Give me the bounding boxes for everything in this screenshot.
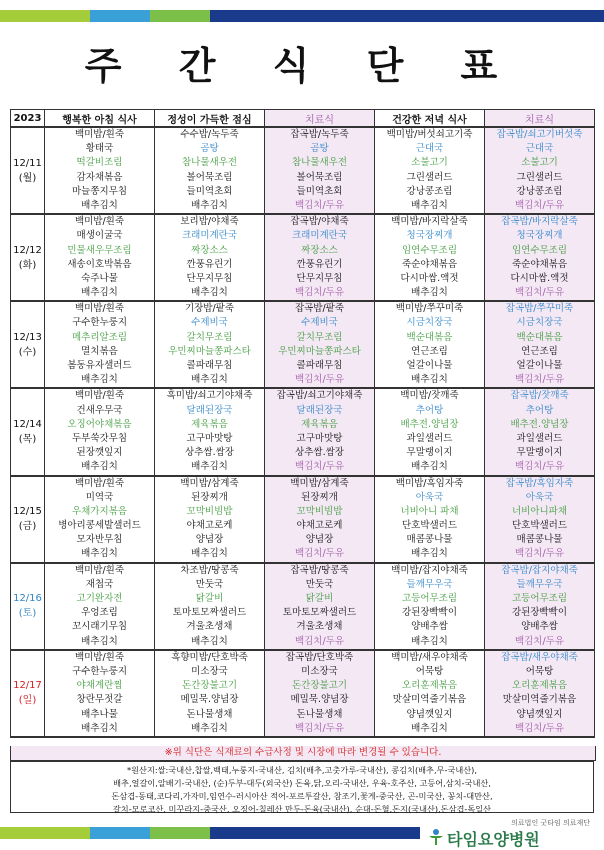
weekday-label: (금) xyxy=(18,521,37,533)
menu-item: 참나물새우전 xyxy=(291,157,348,169)
menu-item: 크래미계란국 xyxy=(181,230,238,242)
date-label: 12/14 xyxy=(13,418,42,430)
menu-item: 백김치/두유 xyxy=(514,374,565,386)
menu-item: 떡갈비조림 xyxy=(76,157,123,169)
menu-item: 깐풍유린기 xyxy=(296,258,343,270)
menu-item: 배추김치 xyxy=(191,287,228,299)
menu-item: 백미밥/흰죽 xyxy=(74,303,125,315)
menu-item: 죽순야채볶음 xyxy=(511,258,568,270)
therapy-dinner-cell xyxy=(485,127,595,214)
date-label: 12/12 xyxy=(13,244,42,256)
menu-item: 잡곡밥/팥죽 xyxy=(294,303,345,315)
menu-item: 백미밥/흰죽 xyxy=(74,216,125,228)
menu-item: 오징어야채볶음 xyxy=(67,418,132,430)
menu-item: 만둣국 xyxy=(195,578,224,590)
lunch-header: 정성이 가득한 점심 xyxy=(155,110,265,128)
menu-item: 잡곡밥/야채죽 xyxy=(290,216,349,228)
menu-item: 배추김치 xyxy=(411,461,448,473)
menu-item: 우엉조림 xyxy=(81,607,118,619)
menu-item: 수수밥/녹두죽 xyxy=(180,129,239,140)
menu-item: 양념장 xyxy=(305,534,334,546)
menu-item: 맛살미역줄기볶음 xyxy=(502,694,577,706)
day-row xyxy=(11,563,595,650)
menu-item: 고구마맛탕 xyxy=(186,432,233,444)
breakfast-header: 행복한 아침 식사 xyxy=(45,110,155,128)
menu-item: 소불고기 xyxy=(411,157,448,169)
menu-item: 양념깻잎지 xyxy=(516,708,563,720)
menu-item: 멸치볶음 xyxy=(81,345,118,357)
menu-item: 잡곡밥/쇠고기버섯죽 xyxy=(496,129,583,140)
lunch-cell xyxy=(155,301,265,388)
lunch-cell xyxy=(155,563,265,650)
origin-line: 돈삼겹-동태,코다리,가자미,임연수-러시아산 적어-포르투갈산, 참조기,꽃게-중국산, 곤-미국산, 꽁치-대만산, xyxy=(111,791,493,801)
therapy-lunch-cell xyxy=(265,301,375,388)
therapy-dinner-cell xyxy=(485,563,595,650)
menu-item: 참나물새우전 xyxy=(181,157,238,169)
menu-item: 백미밥/흑임자죽 xyxy=(395,477,464,489)
origin-line: 배추,얼갈이,알배기-국내산, (순)두부-대두(외국산) 돈육,닭,오리-국내산, 우육-호주산, 고등어,삼치-국내산, xyxy=(113,778,491,788)
menu-item: 들깨무우국 xyxy=(406,578,453,590)
menu-item: 배추전.양념장 xyxy=(510,418,569,430)
menu-item: 우민찌마늘쫑파스타 xyxy=(168,345,251,357)
menu-item: 꼬막비빔밥 xyxy=(186,505,233,517)
menu-item: 백김치/두유 xyxy=(514,287,565,299)
menu-item: 겨울초생채 xyxy=(186,621,233,633)
date-label: 12/15 xyxy=(13,506,42,518)
menu-item: 강낭콩조림 xyxy=(516,185,563,197)
dinner-cell xyxy=(375,650,485,737)
menu-item: 청국장찌개 xyxy=(516,230,563,242)
menu-item: 죽순야채볶음 xyxy=(401,258,458,270)
origin-line: *원산지:쌀:국내산,찹쌀,백태,누룽지-국내산, 김치(배추,고춧가루-국내산), 콩김치(배추,무-국내산), xyxy=(127,765,477,775)
menu-item: 다시마쌈.액젓 xyxy=(510,272,569,284)
menu-item: 만둣국 xyxy=(305,578,334,590)
therapy-dinner-cell xyxy=(485,650,595,737)
menu-item: 그린샐러드 xyxy=(516,171,563,183)
menu-item: 돈간장불고기 xyxy=(291,680,348,692)
menu-item: 꼬막비빔밥 xyxy=(296,505,343,517)
menu-item: 상추쌈.쌈장 xyxy=(295,447,344,459)
lunch-cell xyxy=(155,650,265,737)
menu-item: 얼갈이나물 xyxy=(406,360,453,371)
menu-item: 미소장국 xyxy=(301,665,338,677)
date-cell xyxy=(11,127,45,214)
top-stripe xyxy=(0,10,604,22)
menu-item: 돈간장불고기 xyxy=(181,680,238,692)
menu-item: 짜장소스 xyxy=(191,244,228,256)
hospital-subtitle: 의료법인 굿타임 의료재단 xyxy=(511,819,590,827)
menu-item: 백순대볶음 xyxy=(516,331,563,343)
date-cell xyxy=(11,650,45,737)
day-row xyxy=(11,127,595,214)
menu-item: 임연수무조림 xyxy=(401,244,458,256)
menu-item: 백김치/두유 xyxy=(294,374,345,386)
menu-item: 수제비국 xyxy=(191,317,228,329)
hospital-logo-icon xyxy=(427,828,445,846)
origin-line: 갈치-모로코산, 미꾸라지-중국산, 오징어-칠레산 만두-돈육(국내산), 순대-돈혈,돈지(국내산),돈삼겹-독일산 xyxy=(112,804,492,814)
therapy-lunch-header: 치료식 xyxy=(265,110,375,128)
date-cell xyxy=(11,563,45,650)
menu-item: 백김치/두유 xyxy=(294,461,345,473)
notice: ※위 식단은 식재료의 수급사정 및 시장에 따라 변경될 수 있습니다. xyxy=(10,746,596,761)
menu-item: 갈치무조림 xyxy=(296,331,343,343)
therapy-dinner-cell xyxy=(485,388,595,475)
therapy-lunch-cell xyxy=(265,476,375,563)
menu-item: 배추김치 xyxy=(191,199,228,211)
menu-item: 너비아니 파채 xyxy=(400,505,459,517)
menu-item: 황태국 xyxy=(85,143,114,155)
menu-item: 볼어묵조림 xyxy=(296,171,343,183)
menu-item: 기장밥/팥죽 xyxy=(184,303,235,315)
menu-item: 얼갈이나물 xyxy=(516,360,563,371)
menu-item: 백미밥/흰죽 xyxy=(74,564,125,576)
menu-item: 된장찌개 xyxy=(301,491,338,503)
menu-item: 토마토모짜샐러드 xyxy=(172,607,247,619)
date-cell xyxy=(11,301,45,388)
menu-item: 백미밥/삼계죽 xyxy=(290,477,349,489)
menu-item: 잡곡밥/잡지야채죽 xyxy=(501,564,578,576)
menu-item: 배추김치 xyxy=(411,548,448,560)
menu-item: 재첩국 xyxy=(85,578,114,590)
menu-item: 백김치/두유 xyxy=(294,199,345,211)
menu-item: 야채고로케 xyxy=(296,520,343,532)
menu-item: 백미밥/흰죽 xyxy=(74,129,125,140)
menu-item: 꼬시래기무침 xyxy=(71,621,128,633)
page-title: 주 간 식 단 표 xyxy=(84,44,520,88)
menu-item: 민물새우무조림 xyxy=(67,244,132,256)
menu-item: 백김치/두유 xyxy=(294,287,345,299)
day-row xyxy=(11,214,595,301)
breakfast-cell xyxy=(45,214,155,301)
lunch-cell xyxy=(155,476,265,563)
menu-item: 미소장국 xyxy=(191,665,228,677)
breakfast-cell xyxy=(45,563,155,650)
menu-item: 구수한누룽지 xyxy=(71,665,128,677)
therapy-dinner-cell xyxy=(485,214,595,301)
menu-item: 연근조림 xyxy=(521,345,558,357)
lunch-cell xyxy=(155,127,265,214)
menu-item: 흑향미밥/단호박죽 xyxy=(171,651,248,663)
menu-item: 어묵탕 xyxy=(525,665,554,677)
menu-item: 우민찌마늘쫑파스타 xyxy=(278,345,361,357)
weekday-label: (토) xyxy=(18,608,37,620)
menu-item: 된장찌개 xyxy=(191,491,228,503)
menu-item: 들깨무우국 xyxy=(516,578,563,590)
menu-item: 제육볶음 xyxy=(191,418,228,430)
day-row xyxy=(11,388,595,475)
menu-item: 배추김치 xyxy=(191,635,228,647)
menu-item: 건새우무국 xyxy=(76,404,123,416)
dinner-cell xyxy=(375,563,485,650)
menu-item: 곰탕 xyxy=(200,143,219,155)
menu-item: 양념깻잎지 xyxy=(406,708,453,720)
date-label: 12/16 xyxy=(13,593,42,605)
dinner-cell xyxy=(375,214,485,301)
menu-item: 콜파래무침 xyxy=(186,360,233,371)
dinner-header: 건강한 저녁 식사 xyxy=(375,110,485,128)
menu-item: 무말랭이지 xyxy=(406,447,453,459)
menu-item: 봄동유자샐러드 xyxy=(67,360,132,371)
menu-item: 과일샐러드 xyxy=(516,432,563,444)
menu-item: 감자채볶음 xyxy=(76,171,123,183)
menu-item: 메밀묵.양념장 xyxy=(290,694,349,706)
menu-item: 배추김치 xyxy=(81,199,118,211)
menu-item: 콜파래무침 xyxy=(296,360,343,371)
breakfast-cell xyxy=(45,388,155,475)
day-row xyxy=(11,301,595,388)
menu-item: 백김치/두유 xyxy=(514,199,565,211)
menu-item: 강된장빡빡이 xyxy=(401,607,458,619)
menu-item: 백미밥/삼계죽 xyxy=(180,477,239,489)
menu-item: 어묵탕 xyxy=(415,665,444,677)
menu-item: 배추김치 xyxy=(81,374,118,386)
therapy-lunch-cell xyxy=(265,127,375,214)
menu-item: 백김치/두유 xyxy=(294,635,345,647)
menu-item: 근대국 xyxy=(415,143,444,155)
menu-item: 잡곡밥/잣깨죽 xyxy=(510,390,569,402)
menu-item: 잡곡밥/쭈꾸미죽 xyxy=(505,303,574,315)
menu-item: 백미밥/잡지야채죽 xyxy=(391,564,468,576)
menu-item: 모자반무침 xyxy=(76,534,123,546)
dinner-cell xyxy=(375,127,485,214)
menu-item: 백미밥/흰죽 xyxy=(74,477,125,489)
menu-item: 배추김치 xyxy=(81,461,118,473)
weekly-menu-table xyxy=(10,109,595,738)
menu-item: 잡곡밥/녹두죽 xyxy=(290,129,349,140)
menu-item: 백김치/두유 xyxy=(514,548,565,560)
therapy-lunch-cell xyxy=(265,563,375,650)
menu-item: 배추김치 xyxy=(81,287,118,299)
menu-item: 백미밥/흰죽 xyxy=(74,390,125,402)
menu-item: 과일샐러드 xyxy=(406,432,453,444)
menu-item: 배추김치 xyxy=(411,722,448,734)
menu-item: 배추전.양념장 xyxy=(400,418,459,430)
menu-item: 잡곡밥/흑임자죽 xyxy=(505,477,574,489)
menu-item: 두부쑥갓무침 xyxy=(71,432,128,444)
menu-item: 강낭콩조림 xyxy=(406,185,453,197)
menu-item: 소불고기 xyxy=(521,157,558,169)
menu-item: 강된장빡빡이 xyxy=(511,607,568,619)
menu-item: 된장깻잎지 xyxy=(76,447,123,459)
menu-item: 백김치/두유 xyxy=(294,548,345,560)
menu-item: 오리훈제볶음 xyxy=(401,680,458,692)
menu-item: 단무지무침 xyxy=(186,272,233,284)
dinner-cell xyxy=(375,476,485,563)
origin-info xyxy=(10,761,594,813)
menu-item: 달래된장국 xyxy=(296,404,343,416)
menu-item: 갈치무조림 xyxy=(186,331,233,343)
menu-item: 미역국 xyxy=(85,491,114,503)
menu-item: 시금치장국 xyxy=(406,317,453,329)
menu-item: 연근조림 xyxy=(411,345,448,357)
menu-item: 배추김치 xyxy=(411,374,448,386)
therapy-dinner-cell xyxy=(485,476,595,563)
menu-item: 닭갈비 xyxy=(195,593,224,604)
menu-item: 그린샐러드 xyxy=(406,171,453,183)
menu-item: 돈나물생채 xyxy=(296,708,343,720)
breakfast-cell xyxy=(45,650,155,737)
hospital-name: 타임요양병원 xyxy=(447,830,540,849)
menu-item: 메밀묵.양념장 xyxy=(180,694,239,706)
menu-item: 크래미계란국 xyxy=(291,230,348,242)
date-label: 12/11 xyxy=(13,157,42,169)
menu-item: 단호박샐러드 xyxy=(401,520,458,532)
menu-item: 추어탕 xyxy=(415,404,444,416)
menu-item: 배추나물 xyxy=(81,708,118,720)
lunch-cell xyxy=(155,214,265,301)
dinner-cell xyxy=(375,388,485,475)
menu-item: 들미역초회 xyxy=(186,185,233,197)
menu-item: 배추김치 xyxy=(191,548,228,560)
menu-item: 백미밥/새우야채죽 xyxy=(391,651,468,663)
menu-item: 양배추쌈 xyxy=(521,621,558,633)
menu-item: 짜장소스 xyxy=(301,244,338,256)
menu-item: 수제비국 xyxy=(301,317,338,329)
menu-item: 새송이호박볶음 xyxy=(67,258,132,270)
menu-item: 배추김치 xyxy=(191,722,228,734)
date-label: 12/13 xyxy=(13,331,42,343)
weekday-label: (화) xyxy=(18,259,37,271)
date-cell xyxy=(11,388,45,475)
dinner-cell xyxy=(375,301,485,388)
menu-item: 백미밥/흰죽 xyxy=(74,651,125,663)
menu-item: 배추김치 xyxy=(411,199,448,211)
menu-item: 메추리알조림 xyxy=(71,331,128,343)
menu-item: 청국장찌개 xyxy=(406,230,453,242)
menu-item: 배추김치 xyxy=(81,548,118,560)
menu-item: 차조밥/땅콩죽 xyxy=(180,564,239,576)
menu-item: 제육볶음 xyxy=(301,418,338,430)
breakfast-cell xyxy=(45,127,155,214)
therapy-lunch-cell xyxy=(265,214,375,301)
menu-item: 백미밥/바지락살죽 xyxy=(391,216,468,228)
menu-item: 백김치/두유 xyxy=(514,461,565,473)
menu-item: 임연수무조림 xyxy=(511,244,568,256)
weekday-label: (월) xyxy=(18,172,37,184)
therapy-lunch-cell xyxy=(265,650,375,737)
bottom-stripe xyxy=(0,827,420,839)
menu-item: 배추김치 xyxy=(81,722,118,734)
therapy-dinner-cell xyxy=(485,301,595,388)
menu-item: 잡곡밥/바지락살죽 xyxy=(501,216,578,228)
menu-item: 잡곡밥/땅콩죽 xyxy=(290,564,349,576)
menu-item: 들미역초회 xyxy=(296,185,343,197)
menu-item: 매콤콩나물 xyxy=(406,534,453,546)
menu-item: 아욱국 xyxy=(525,491,554,503)
menu-item: 매생이굴국 xyxy=(76,230,123,242)
menu-item: 배추김치 xyxy=(191,374,228,386)
menu-item: 배추김치 xyxy=(81,635,118,647)
menu-item: 야채고로케 xyxy=(186,520,233,532)
menu-item: 백김치/두유 xyxy=(294,722,345,734)
menu-item: 고기완자전 xyxy=(76,593,123,604)
lunch-cell xyxy=(155,388,265,475)
weekday-label: (일) xyxy=(18,695,37,707)
year-header: 2023 xyxy=(11,110,45,128)
header-row xyxy=(11,110,595,128)
menu-item: 상추쌈.쌈장 xyxy=(185,447,234,459)
breakfast-cell xyxy=(45,301,155,388)
menu-item: 무말랭이지 xyxy=(516,447,563,459)
menu-item: 백김치/두유 xyxy=(514,635,565,647)
menu-item: 고구마맛탕 xyxy=(296,432,343,444)
menu-item: 토마토모짜샐러드 xyxy=(282,607,357,619)
menu-item: 백미밥/버섯쇠고기죽 xyxy=(386,129,473,140)
menu-item: 양배추쌈 xyxy=(411,621,448,633)
menu-item: 맛살미역줄기볶음 xyxy=(392,694,467,706)
menu-item: 단무지무침 xyxy=(296,272,343,284)
menu-item: 볼어묵조림 xyxy=(186,171,233,183)
menu-item: 겨울초생채 xyxy=(296,621,343,633)
menu-item: 백순대볶음 xyxy=(406,331,453,343)
day-row xyxy=(11,476,595,563)
menu-item: 배추김치 xyxy=(411,287,448,299)
menu-item: 흑미밥/쇠고기야채죽 xyxy=(166,390,253,402)
menu-item: 깐풍유린기 xyxy=(186,258,233,270)
menu-item: 다시마쌈.액젓 xyxy=(400,272,459,284)
menu-item: 우채가지볶음 xyxy=(71,505,128,517)
menu-item: 너비아니파채 xyxy=(511,505,568,517)
date-label: 12/17 xyxy=(13,680,42,692)
menu-item: 추어탕 xyxy=(525,404,554,416)
menu-item: 양념장 xyxy=(195,534,224,546)
menu-item: 창란무젓갈 xyxy=(76,694,123,706)
menu-item: 보리밥/야채죽 xyxy=(180,216,239,228)
menu-item: 잡곡밥/쇠고기야채죽 xyxy=(276,390,363,402)
menu-item: 배추김치 xyxy=(411,635,448,647)
therapy-lunch-cell xyxy=(265,388,375,475)
menu-item: 마늘쫑지무침 xyxy=(71,185,128,197)
menu-item: 돈나물생채 xyxy=(186,708,233,720)
date-cell xyxy=(11,476,45,563)
weekday-label: (목) xyxy=(18,433,37,445)
menu-item: 숙주나물 xyxy=(81,272,118,284)
menu-item: 백미밥/잣깨죽 xyxy=(400,390,459,402)
breakfast-cell xyxy=(45,476,155,563)
menu-item: 잡곡밥/단호박죽 xyxy=(285,651,354,663)
menu-item: 닭갈비 xyxy=(305,593,334,604)
menu-item: 달래된장국 xyxy=(186,404,233,416)
menu-item: 배추김치 xyxy=(191,461,228,473)
menu-item: 시금치장국 xyxy=(516,317,563,329)
menu-item: 매콤콩나물 xyxy=(516,534,563,546)
menu-item: 백김치/두유 xyxy=(514,722,565,734)
date-cell xyxy=(11,214,45,301)
day-row xyxy=(11,650,595,737)
menu-item: 곰탕 xyxy=(310,143,329,155)
menu-item: 백미밥/쭈꾸미죽 xyxy=(395,303,464,315)
menu-item: 단호박샐러드 xyxy=(511,520,568,532)
menu-item: 아욱국 xyxy=(415,491,444,503)
menu-item: 고등어무조림 xyxy=(401,593,458,604)
menu-item: 오리훈제볶음 xyxy=(511,680,568,692)
weekday-label: (수) xyxy=(18,346,37,358)
menu-item: 구수한누룽지 xyxy=(71,317,128,329)
menu-item: 야채계란찜 xyxy=(76,680,123,692)
menu-item: 잡곡밥/새우야채죽 xyxy=(501,651,578,663)
menu-item: 고등어무조림 xyxy=(511,593,568,604)
therapy-dinner-header: 치료식 xyxy=(485,110,595,128)
menu-item: 근대국 xyxy=(525,143,554,155)
menu-item: 병아리콩세발샐러드 xyxy=(58,520,141,532)
